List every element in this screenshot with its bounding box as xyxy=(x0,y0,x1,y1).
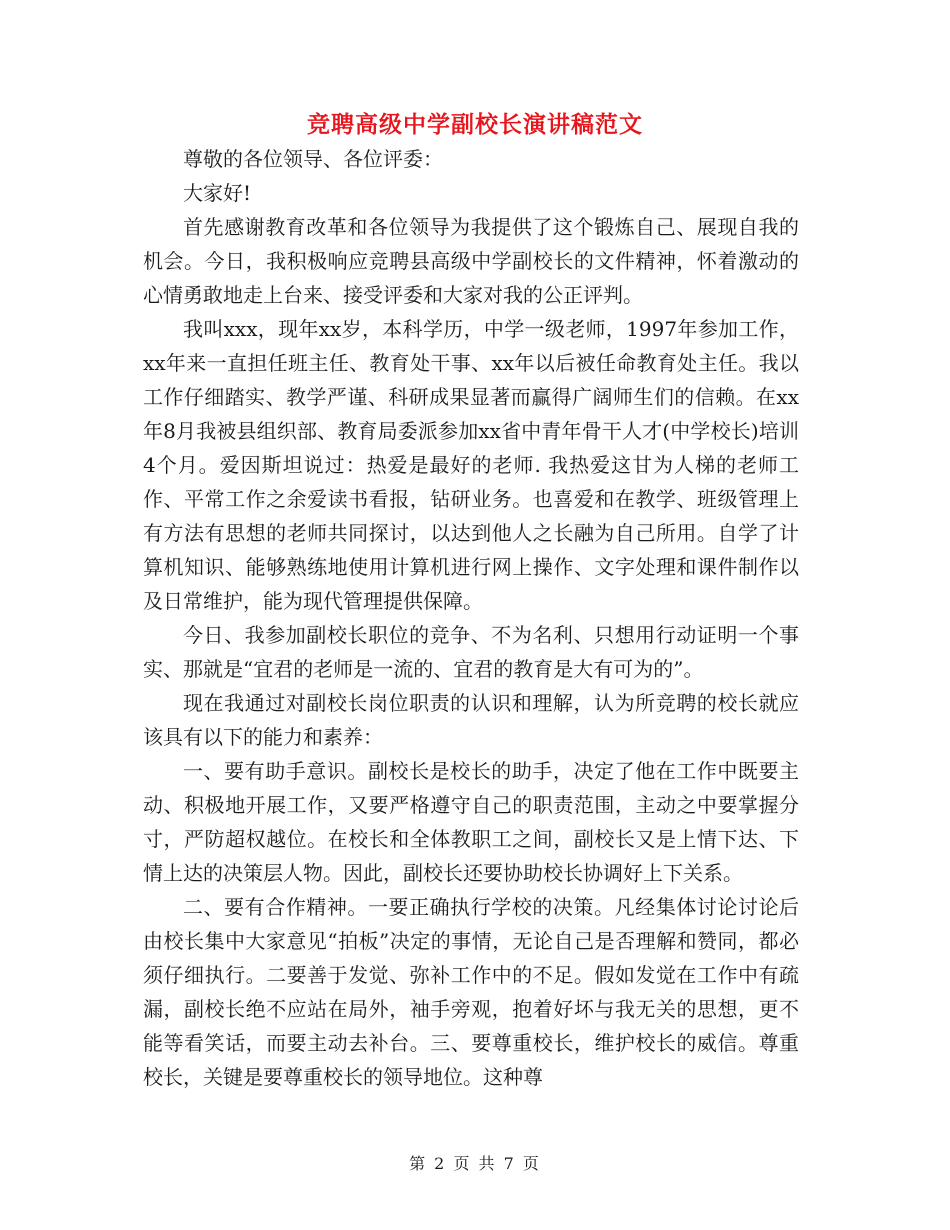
paragraph-self-introduction: 我叫xxx，现年xx岁，本科学历，中学一级老师，1997年参加工作，xx年来一直担任班主任、教育处干事、xx年以后被任命教育处主任。我以工作仔细踏实、教学严谨、科研成果显著而赢得广阔师生们的信赖。在xx年8月我被县组织部、教育局委派参加xx省中青年骨干人才(中学校长)培训4个月。爱因斯坦说过：热爱是最好的老师. 我热爱这甘为人梯的老师工作、平常工作之余爱读书看报，钻研业务。也喜爱和在教学、班级管理上有方法有思想的老师共同探讨，以达到他人之长融为自己所用。自学了计算机知识、能够熟练地使用计算机进行网上操作、文字处理和课件制作以及日常维护，能为现代管理提供保障。 xyxy=(143,317,799,613)
paragraph-point-two: 二、要有合作精神。一要正确执行学校的决策。凡经集体讨论讨论后由校长集中大家意见“拍板”决定的事情，无论自己是否理解和赞同，都必须仔细执行。二要善于发觉、弥补工作中的不足。假如发觉在工作中有疏漏，副校长绝不应站在局外，袖手旁观，抱着好坏与我无关的思想，更不能等看笑话，而要主动去补台。三、要尊重校长，维护校长的威信。尊重校长，关键是要尊重校长的领导地位。这种尊 xyxy=(143,895,799,1089)
document-body xyxy=(143,142,799,1094)
paragraph-motivation: 今日、我参加副校长职位的竞争、不为名利、只想用行动证明一个事实、那就是“宜君的老师是一流的、宜君的教育是大有可为的”。 xyxy=(143,623,799,681)
paragraph-understanding: 现在我通过对副校长岗位职责的认识和理解，认为所竞聘的校长就应该具有以下的能力和素养： xyxy=(143,691,799,749)
paragraph-salutation: 尊敬的各位领导、各位评委： xyxy=(183,147,443,171)
paragraph-point-one: 一、要有助手意识。副校长是校长的助手，决定了他在工作中既要主动、积极地开展工作，又要严格遵守自己的职责范围，主动之中要掌握分寸，严防超权越位。在校长和全体教职工之间，副校长又是上情下达、下情上达的决策层人物。因此，副校长还要协助校长协调好上下关系。 xyxy=(143,759,799,885)
paragraph-intro: 首先感谢教育改革和各位领导为我提供了这个锻炼自己、展现自我的机会。今日，我积极响应竞聘县高级中学副校长的文件精神，怀着激动的心情勇敢地走上台来、接受评委和大家对我的公正评判。 xyxy=(143,215,799,307)
paragraph-greeting: 大家好! xyxy=(183,181,252,205)
document-title: 竞聘高级中学副校长演讲稿范文 xyxy=(307,111,643,138)
page-number-footer: 第 2 页 共 7 页 xyxy=(409,1154,541,1173)
